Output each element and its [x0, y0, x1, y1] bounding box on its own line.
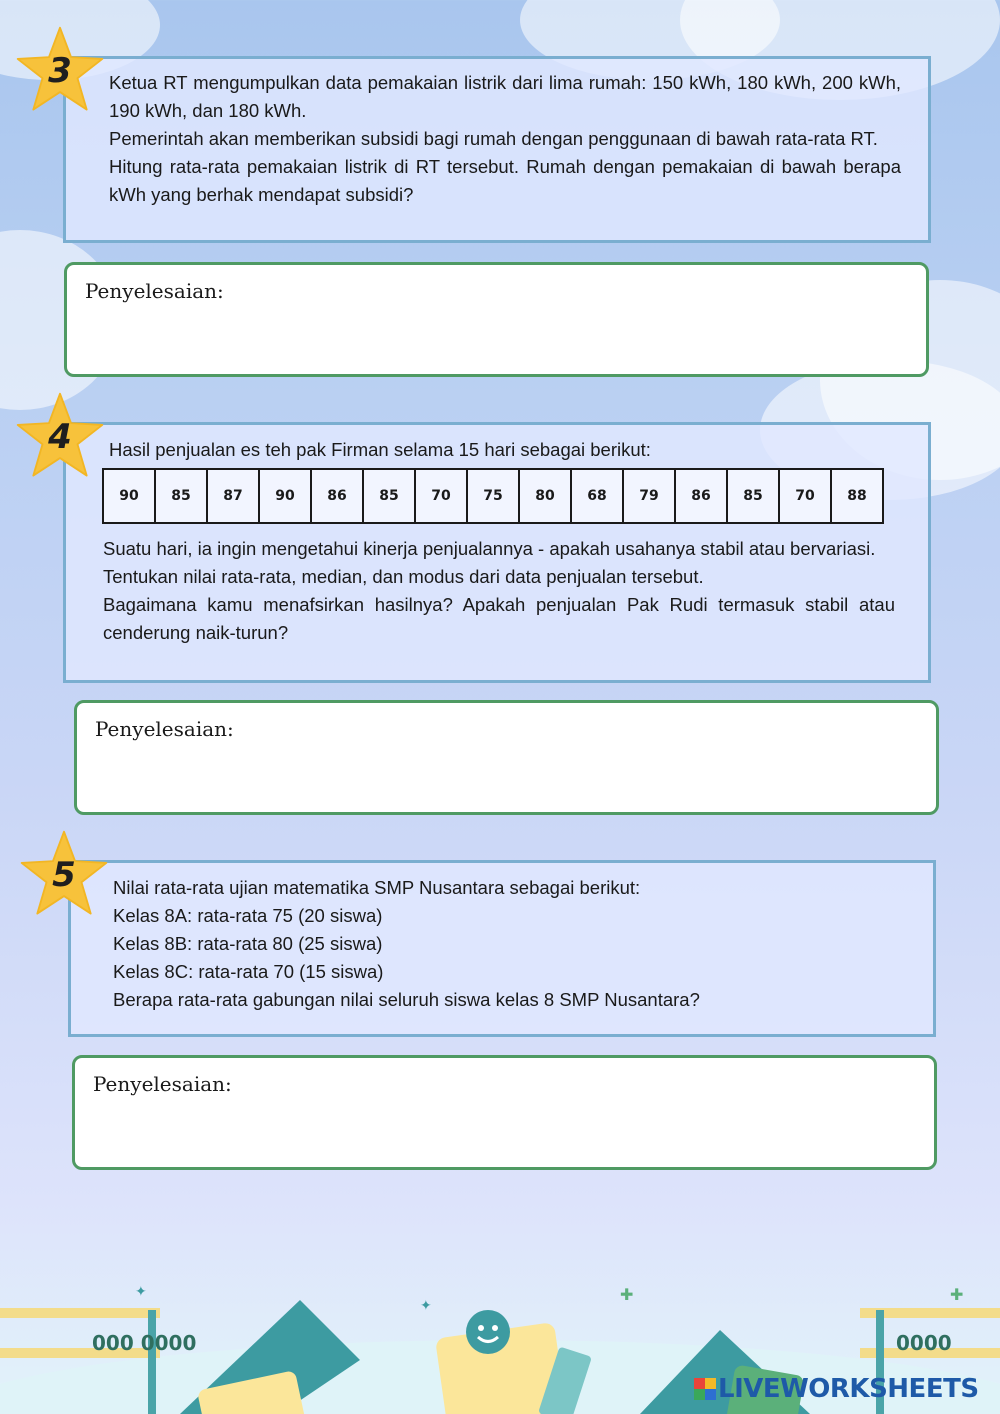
sales-cell: 90 — [259, 469, 311, 523]
question-4-box — [63, 422, 931, 683]
sales-cell: 75 — [467, 469, 519, 523]
sales-cell: 85 — [363, 469, 415, 523]
brand-text: LIVEWORKSHEETS — [718, 1374, 979, 1404]
answer-label: Penyelesaian: — [93, 1072, 232, 1096]
liveworksheets-brand[interactable] — [694, 1374, 979, 1404]
question-5-star-badge — [18, 828, 110, 920]
question-3-text-3: Hitung rata-rata pemakaian listrik di RT tersebut. Rumah dengan pemakaian di bawah berapa kWh yang berhak mendapat subsidi? — [109, 156, 901, 205]
question-5-box — [68, 860, 936, 1037]
sales-cell: 90 — [103, 469, 155, 523]
question-5-answer-box[interactable] — [72, 1055, 937, 1170]
question-4-text-3: Bagaimana kamu menafsirkan hasilnya? Apakah penjualan Pak Rudi termasuk stabil atau cenderung naik-turun? — [103, 594, 895, 643]
sales-cell: 68 — [571, 469, 623, 523]
sales-cell: 87 — [207, 469, 259, 523]
question-3-star-badge — [14, 24, 106, 116]
sales-cell: 85 — [155, 469, 207, 523]
question-4-star-badge — [14, 390, 106, 482]
abacus-beads-right: 0000 — [896, 1331, 952, 1355]
sales-cell: 70 — [415, 469, 467, 523]
sparkle-icon: ✚ — [950, 1287, 964, 1304]
sparkle-icon: ✚ — [620, 1287, 634, 1304]
sales-cell: 88 — [831, 469, 883, 523]
question-5-text-1: Nilai rata-rata ujian matematika SMP Nusantara sebagai berikut: — [113, 877, 641, 898]
answer-label: Penyelesaian: — [85, 279, 224, 303]
sales-cell: 70 — [779, 469, 831, 523]
sales-cell: 79 — [623, 469, 675, 523]
question-4-number: 4 — [48, 417, 72, 457]
question-4-intro: Hasil penjualan es teh pak Firman selama 15 hari sebagai berikut: — [109, 439, 651, 460]
question-4-text-1: Suatu hari, ia ingin mengetahui kinerja penjualannya - apakah usahanya stabil atau bervariasi. — [103, 538, 876, 559]
table-row — [103, 469, 883, 523]
question-3-box — [63, 56, 931, 243]
question-3-number: 3 — [48, 51, 72, 91]
abacus-beads-left: 000 0000 — [92, 1331, 197, 1355]
question-3-answer-box[interactable] — [64, 262, 929, 377]
question-3-text-1: Ketua RT mengumpulkan data pemakaian listrik dari lima rumah: 150 kWh, 180 kWh, 200 kWh, 190 kWh, dan 180 kWh. — [109, 72, 901, 121]
question-5-text-2: Kelas 8A: rata-rata 75 (20 siswa) — [113, 905, 383, 926]
sparkle-icon: ✦ — [135, 1283, 147, 1299]
question-4-answer-box[interactable] — [74, 700, 939, 815]
sales-cell: 86 — [311, 469, 363, 523]
question-4-text-2: Tentukan nilai rata-rata, median, dan modus dari data penjualan tersebut. — [103, 566, 704, 587]
sales-cell: 86 — [675, 469, 727, 523]
sales-table — [102, 468, 884, 524]
answer-label: Penyelesaian: — [95, 717, 234, 741]
question-5-text-4: Kelas 8C: rata-rata 70 (15 siswa) — [113, 961, 384, 982]
clipboard-icon — [435, 1310, 592, 1414]
question-5-text-3: Kelas 8B: rata-rata 80 (25 siswa) — [113, 933, 383, 954]
question-5-text-5: Berapa rata-rata gabungan nilai seluruh siswa kelas 8 SMP Nusantara? — [113, 989, 700, 1010]
liveworksheets-logo-icon — [694, 1378, 716, 1400]
sales-cell: 80 — [519, 469, 571, 523]
question-5-number: 5 — [52, 855, 76, 895]
sparkle-icon: ✦ — [420, 1297, 432, 1313]
question-3-text-2: Pemerintah akan memberikan subsidi bagi rumah dengan penggunaan di bawah rata-rata RT. — [109, 128, 878, 149]
sales-cell: 85 — [727, 469, 779, 523]
